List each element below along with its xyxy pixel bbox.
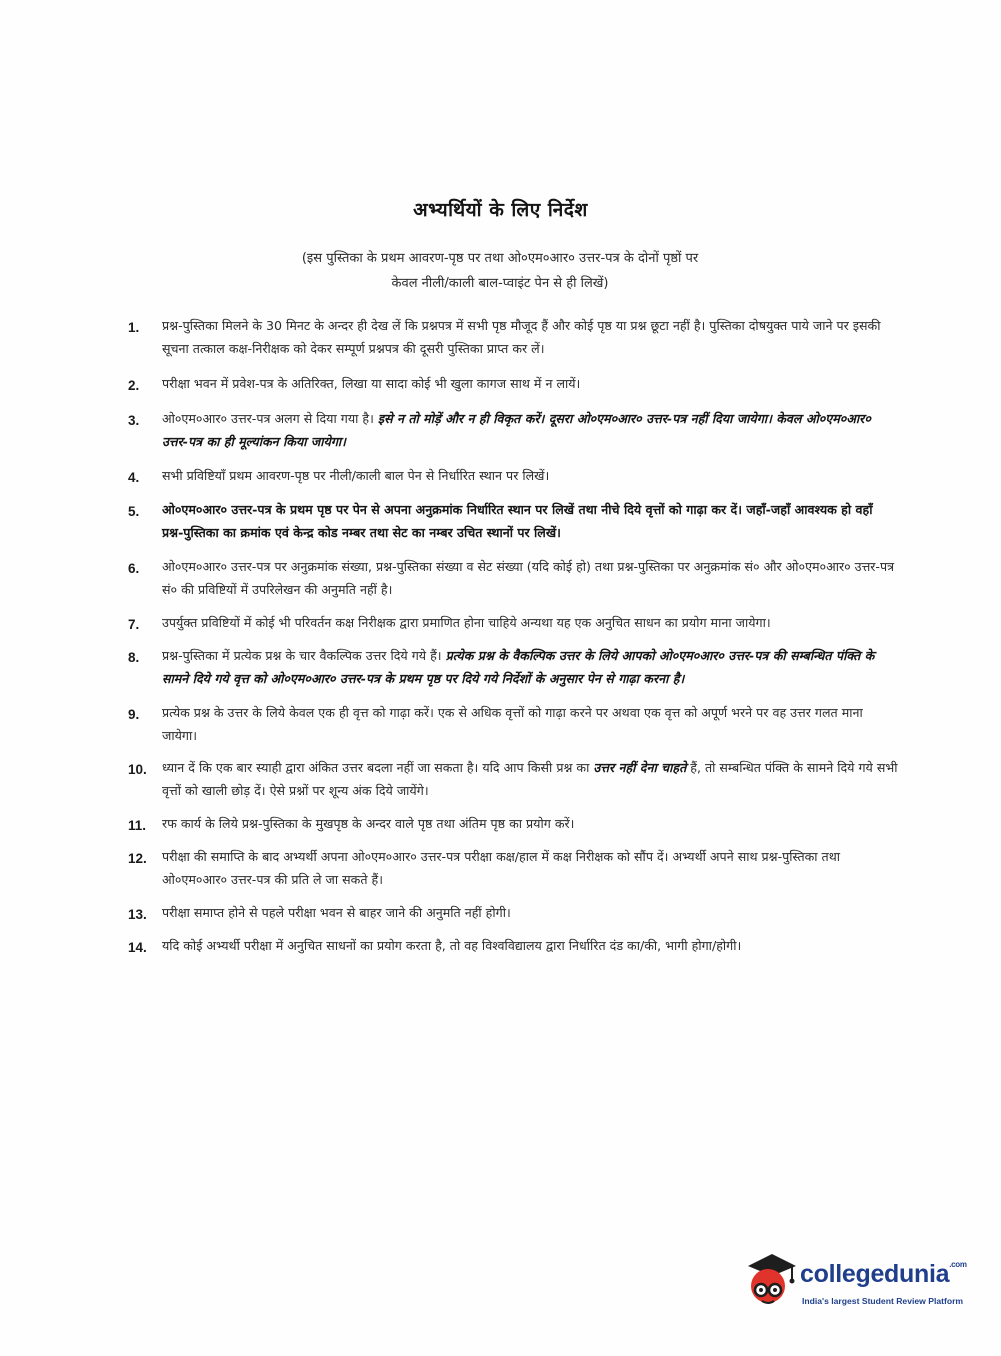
- instruction-number: 3.: [128, 413, 140, 428]
- instruction-number: 4.: [128, 470, 140, 485]
- instruction-item: [128, 498, 898, 544]
- instruction-item: [128, 372, 898, 395]
- instruction-plain-text: ध्यान दें कि एक बार स्याही द्वारा अंकित उत्तर बदला नहीं जा सकता है। यदि आप किसी प्रश्न का: [162, 760, 590, 775]
- instruction-text: [162, 559, 894, 597]
- instruction-item: [128, 812, 898, 835]
- instruction-number: 13.: [128, 907, 147, 922]
- instruction-item: [128, 555, 898, 601]
- instruction-text: [162, 502, 872, 540]
- instruction-emphasis-text: इसे न तो मोड़ें और न ही विकृत करें। दूसरा ओ०एम०आर० उत्तर-पत्र नहीं दिया जायेगा। केवल ओ०एम०आर० उत्तर-पत्र का ही मूल्यांकन किया जायेगा।: [162, 411, 871, 449]
- instruction-item: [128, 701, 898, 747]
- instruction-emphasis-text: उत्तर नहीं देना चाहते: [593, 760, 687, 775]
- instruction-item: [128, 611, 898, 634]
- document-title: अभ्यर्थियों के लिए निर्देश: [413, 199, 588, 221]
- instruction-text: [162, 938, 741, 953]
- instruction-plain-text: उपर्युक्त प्रविष्टियों में कोई भी परिवर्तन कक्ष निरीक्षक द्वारा प्रमाणित होना चाहिये अन्यथा यह एक अनुचित साधन का प्रयोग माना जायेगा।: [162, 615, 771, 630]
- instruction-item: [128, 901, 898, 924]
- instruction-list: [128, 314, 898, 957]
- mascot-icon: [742, 1252, 798, 1312]
- instruction-number: 14.: [128, 940, 147, 955]
- instruction-plain-text: ओ०एम०आर० उत्तर-पत्र पर अनुक्रमांक संख्या, प्रश्न-पुस्तिका संख्या व सेट संख्या (यदि कोई हो) तथा प्रश्न-पुस्तिका पर अनुक्रमांक सं० और ओ०एम०आर० उत्तर-पत्र सं० की प्रविष्टियों में उपरिलेखन की अनुमति नहीं है।: [162, 559, 895, 597]
- instruction-text: [162, 615, 771, 630]
- instruction-emphasis-text: प्रत्येक प्रश्न के वैकल्पिक उत्तर के लिये आपको ओ०एम०आर० उत्तर-पत्र की सम्बन्धित पंक्ति के सामने दिये गये वृत्त को ओ०एम०आर० उत्तर-पत्र के प्रथम पृष्ठ पर दिये गये निर्देशों के अनुसार पेन से गाढ़ा करना है।: [162, 648, 875, 686]
- subtitle-line-1: (इस पुस्तिका के प्रथम आवरण-पृष्ठ पर तथा ओ०एम०आर० उत्तर-पत्र के दोनों पृष्ठों पर: [301, 251, 699, 266]
- instruction-plain-text: ओ०एम०आर० उत्तर-पत्र अलग से दिया गया है।: [162, 411, 374, 426]
- instruction-item: [128, 464, 898, 487]
- instruction-text: [162, 705, 863, 743]
- instruction-item: [128, 756, 898, 802]
- instruction-plain-text: सभी प्रविष्टियाँ प्रथम आवरण-पृष्ठ पर नीली/काली बाल पेन से निर्धारित स्थान पर लिखें।: [162, 468, 550, 483]
- watermark-domain: .com: [949, 1260, 967, 1269]
- instruction-text: [162, 648, 874, 686]
- instruction-number: 10.: [128, 762, 147, 777]
- instruction-plain-text: प्रत्येक प्रश्न के उत्तर के लिये केवल एक ही वृत्त को गाढ़ा करें। एक से अधिक वृत्तों को गाढ़ा करने पर अथवा एक वृत्त को अपूर्ण भरने पर वह उत्तर गलत माना जायेगा।: [162, 705, 863, 743]
- instruction-number: 8.: [128, 650, 140, 665]
- instruction-item: [128, 644, 898, 690]
- instruction-number: 9.: [128, 707, 140, 722]
- instruction-number: 11.: [128, 818, 147, 833]
- instruction-plain-text: यदि कोई अभ्यर्थी परीक्षा में अनुचित साधनों का प्रयोग करता है, तो वह विश्वविद्यालय द्वारा निर्धारित दंड का/की, भागी होगा/होगी।: [162, 938, 742, 953]
- instruction-text: [162, 816, 574, 831]
- instruction-item: [128, 845, 898, 891]
- instruction-plain-text: रफ कार्य के लिये प्रश्न-पुस्तिका के मुखपृष्ठ के अन्दर वाले पृष्ठ तथा अंतिम पृष्ठ का प्रयोग करें।: [162, 816, 575, 831]
- document-subtitle: [150, 246, 850, 296]
- instruction-plain-text: परीक्षा भवन में प्रवेश-पत्र के अतिरिक्त, लिखा या सादा कोई भी खुला कागज साथ में न लायें।: [162, 376, 581, 391]
- instruction-text: [162, 468, 549, 483]
- instruction-plain-text: परीक्षा समाप्त होने से पहले परीक्षा भवन से बाहर जाने की अनुमति नहीं होगी।: [162, 905, 511, 920]
- instruction-number: 6.: [128, 561, 140, 576]
- instruction-number: 1.: [128, 320, 140, 335]
- instruction-plain-text: हैं, तो सम्बन्धित पंक्ति के सामने दिये गये सभी वृत्तों को खाली छोड़ दें। ऐसे प्रश्नों पर शून्य अंक दिये जायेंगे।: [162, 760, 898, 798]
- instruction-item: [128, 407, 898, 453]
- subtitle-line-2: केवल नीली/काली बाल-प्वाइंट पेन से ही लिखें): [391, 276, 609, 291]
- instruction-number: 12.: [128, 851, 147, 866]
- instruction-number: 7.: [128, 617, 140, 632]
- instruction-text: [162, 411, 871, 449]
- collegedunia-watermark: [742, 1252, 972, 1322]
- instruction-text: [162, 849, 840, 887]
- instruction-text: [162, 760, 898, 798]
- instruction-number: 5.: [128, 504, 140, 519]
- instruction-text: [162, 376, 580, 391]
- instruction-item: [128, 314, 898, 360]
- watermark-tagline: India's largest Student Review Platform: [802, 1296, 964, 1306]
- instruction-number: 2.: [128, 378, 140, 393]
- watermark-brand: collegedunia$^{.com}$: [800, 1260, 967, 1288]
- instruction-plain-text: प्रश्न-पुस्तिका मिलने के 30 मिनट के अन्दर ही देख लें कि प्रश्नपत्र में सभी पृष्ठ मौजूद हैं और कोई पृष्ठ या प्रश्न छूटा नहीं है। पुस्तिका दोषयुक्त पाये जाने पर इसकी सूचना तत्काल कक्ष-निरीक्षक को देकर सम्पूर्ण प्रश्नपत्र की दूसरी पुस्तिका प्राप्त कर लें।: [162, 318, 881, 356]
- instruction-plain-text: परीक्षा की समाप्ति के बाद अभ्यर्थी अपना ओ०एम०आर० उत्तर-पत्र परीक्षा कक्ष/हाल में कक्ष निरीक्षक को सौंप दें। अभ्यर्थी अपने साथ प्रश्न-पुस्तिका तथा ओ०एम०आर० उत्तर-पत्र की प्रति ले जा सकते हैं।: [162, 849, 841, 887]
- instruction-text: [162, 318, 880, 356]
- instruction-plain-text: प्रश्न-पुस्तिका में प्रत्येक प्रश्न के चार वैकल्पिक उत्तर दिये गये हैं।: [162, 648, 442, 663]
- instruction-bold-text: ओ०एम०आर० उत्तर-पत्र के प्रथम पृष्ठ पर पेन से अपना अनुक्रमांक निर्धारित स्थान पर लिखें तथा नीचे दिये वृत्तों को गाढ़ा कर दें। जहाँ-जहाँ आवश्यक हो वहाँ प्रश्न-पुस्तिका का क्रमांक एवं केन्द्र कोड नम्बर तथा सेट का नम्बर उचित स्थानों पर लिखें।: [162, 502, 873, 540]
- instruction-item: [128, 934, 898, 957]
- instruction-text: [162, 905, 511, 920]
